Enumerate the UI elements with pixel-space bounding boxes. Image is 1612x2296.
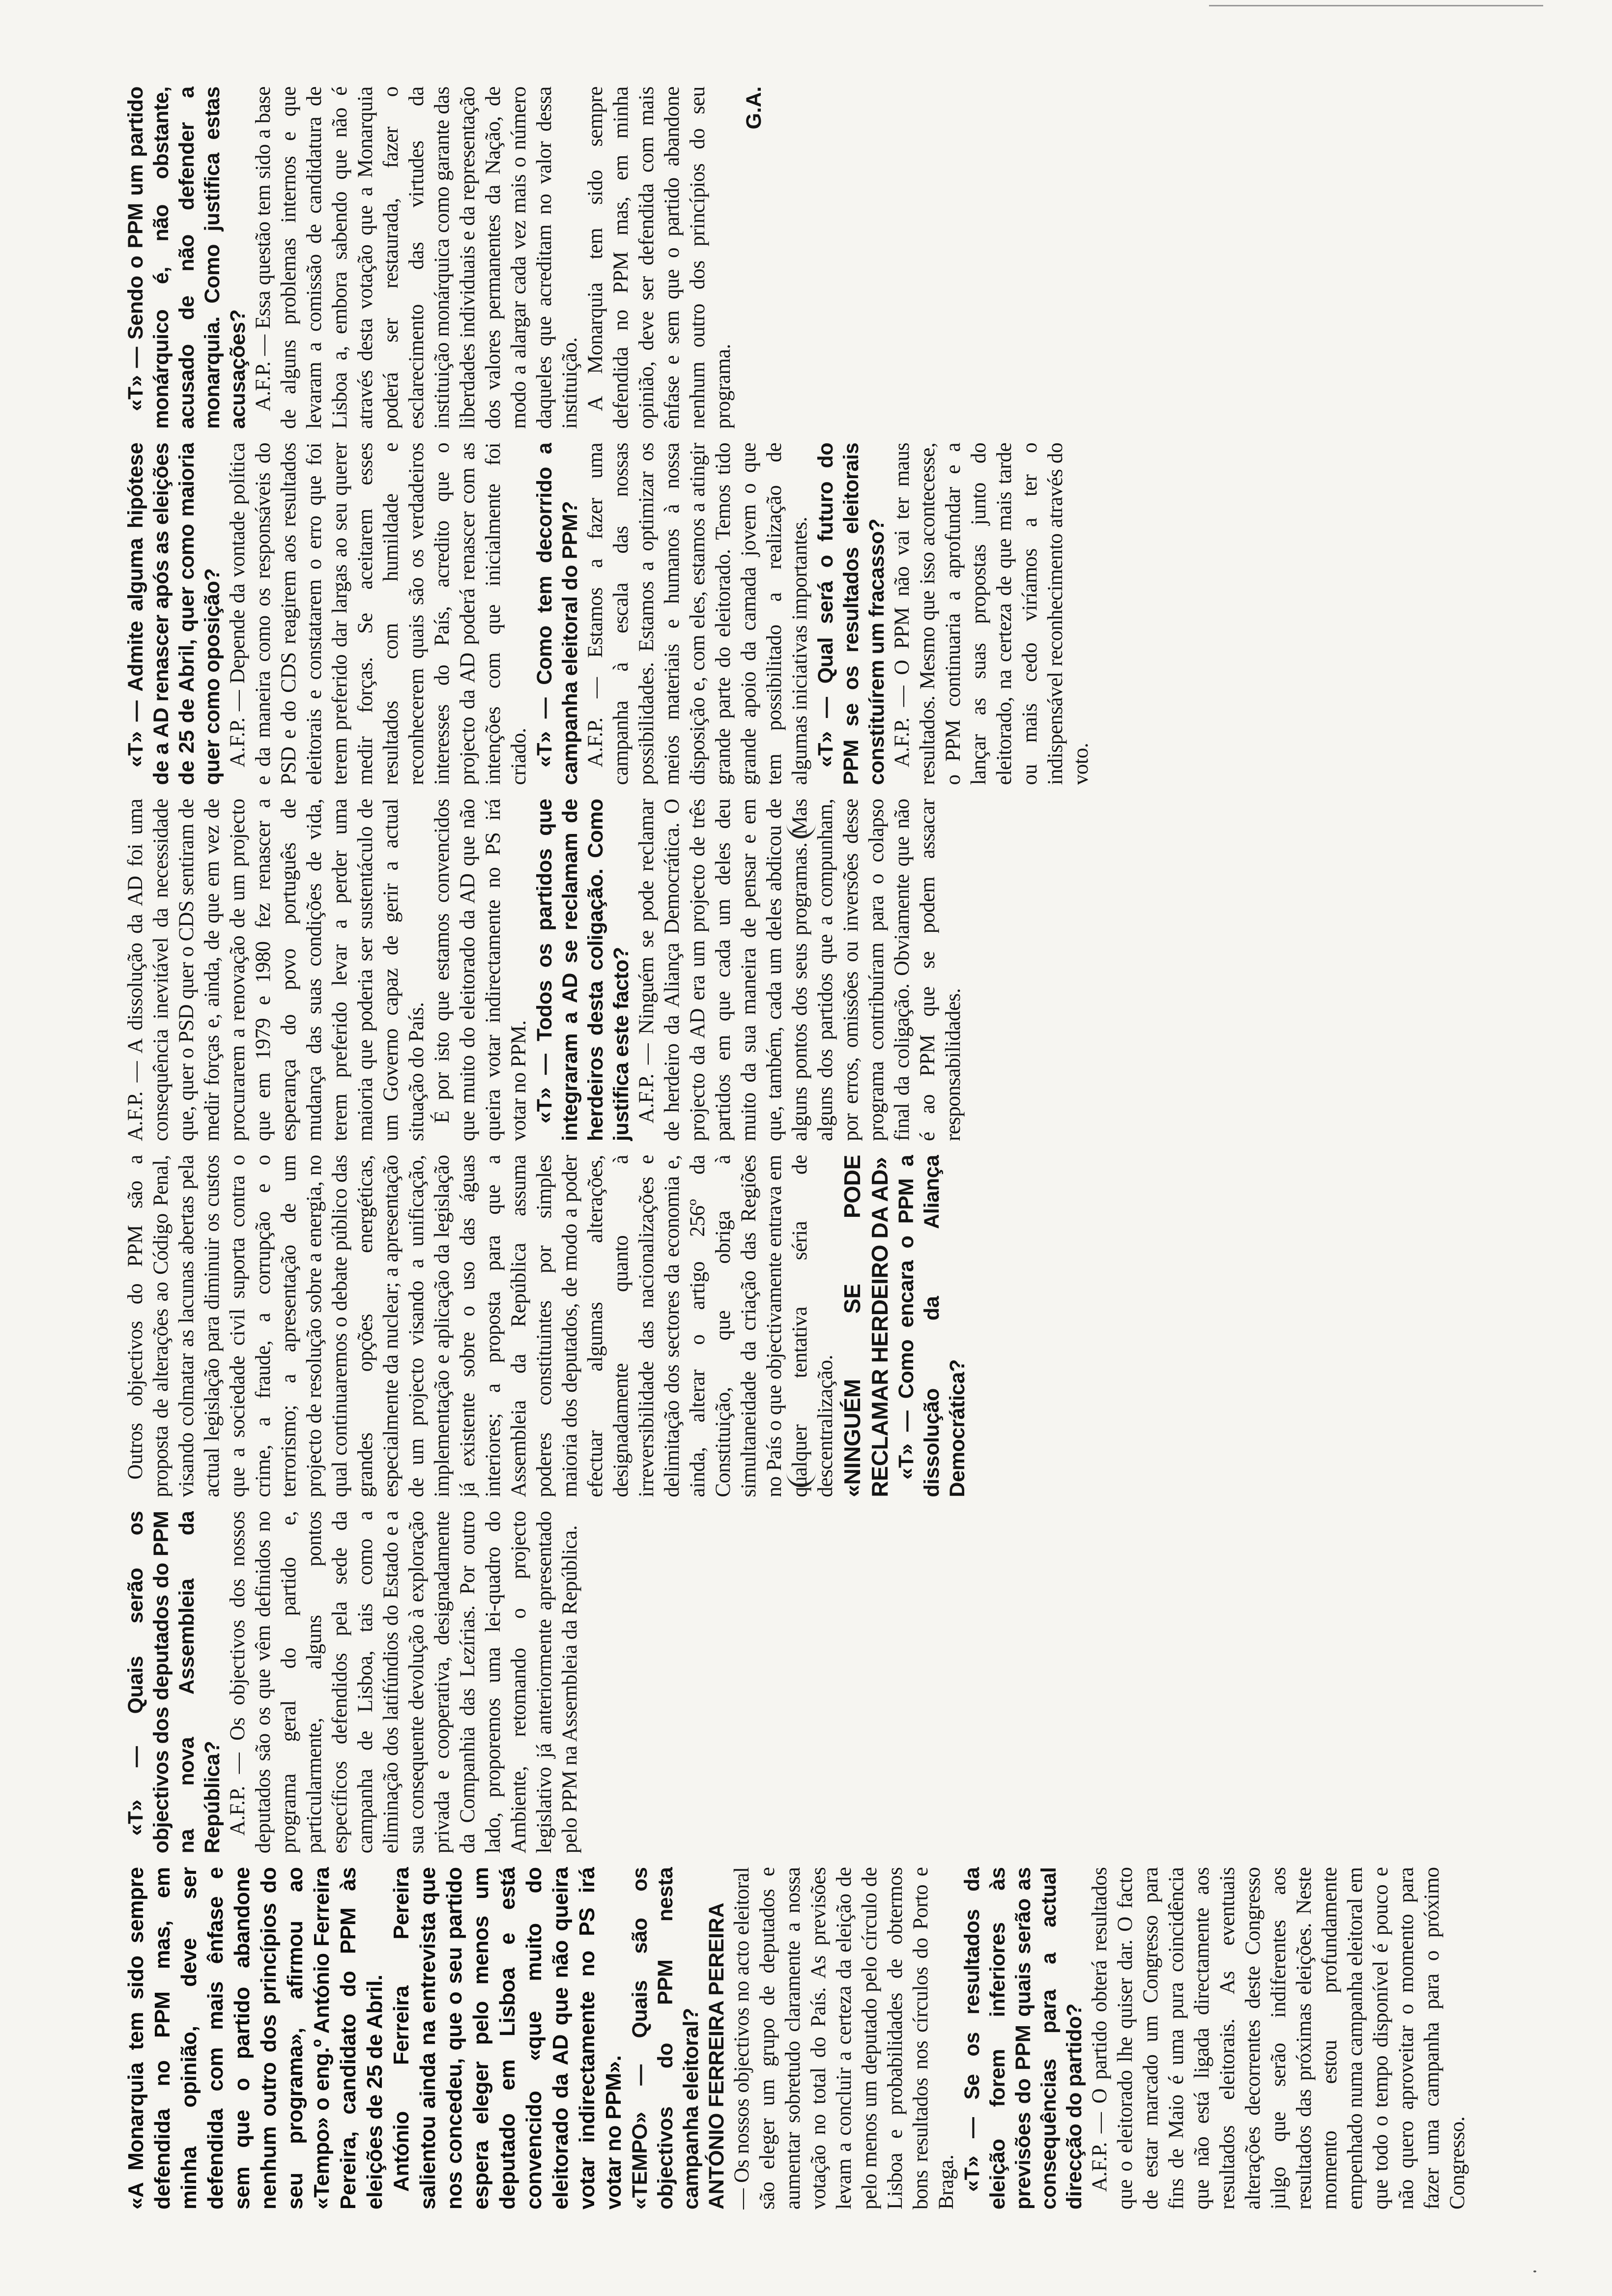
answer-4-continued: É por isto que estamos convencidos que muito do eleitorado da AD que não queira votar indirectamente no PS irá votar no PPM. bbox=[431, 799, 530, 1141]
lead-paragraph: «A Monarquia tem sido sempre defendida no PPM mas, em minha opinião, deve ser defendida com mais ênfase e sem que o partido abandone nenhum outro dos princípios do seu programa», afirmou ao «Tempo» o eng.º António Ferreira Pereira, candidato do PPM às eleições de 25 de Abril. bbox=[124, 1867, 387, 2210]
punch-hole-mark-2 bbox=[786, 1455, 816, 1487]
question-2: «T» — Se os resultados da eleição forem inferiores às previsões do PPM quais serão as consequências para a actual direcção do partido? bbox=[960, 1867, 1086, 2210]
answer-1: — Os nossos objectivos no acto eleitoral são eleger um grupo de deputados e aumentar sobretudo claramente a nossa votação no total do País. As previsões levam a concluir a certeza da eleição de pelo menos um deputado pelo círculo de Lisboa e probabilidades de obtermos bons resultados nos círculos do Porto e Braga. bbox=[730, 1867, 958, 2210]
question-1: «TEMPO» — Quais são os objectivos do PPM nesta campanha eleitoral? bbox=[628, 1867, 703, 2210]
question-3: «T» — Quais serão os objectivos dos deputados do PPM na nova Assembleia da República? bbox=[124, 1511, 224, 1854]
answer-6: A.F.P. — Depende da vontade política e da maneira como os responsáveis do PSD e do CDS reagirem aos resultados eleitorais e constatarem o erro que foi terem preferido dar largas ao seu querer medir forças. Se aceitarem esses resultados com humildade e reconhecerem quais são os verdadeiros interesses do País, acredito que o projecto da AD poderá renascer com as intenções com que inicialmente foi criado. bbox=[226, 442, 530, 785]
column-5 bbox=[123, 443, 1499, 785]
author-signature: G.A. bbox=[742, 86, 766, 130]
answer-3-continued: Outros objectivos do PPM são a proposta de alterações ao Código Penal, visando colmatar as lacunas abertas pela actual legislação para diminuir os custos que a sociedade civil suporta contra o crime, a fraude, a corrupção e o terrorismo; a apresentação de um projecto de resolução sobre a energia, no qual continuaremos o debate público das grandes opções energéticas, especialmente da nuclear; a apresentação de um projecto visando a unificação, implementação e aplicação da legislação já existente sobre o uso das águas interiores; a proposta para que a Assembleia da República assuma poderes constituintes por simples maioria dos deputados, de modo a poder efectuar algumas alterações, designadamente quanto à irreversibilidade das nacionalizações e delimitação dos sectores da economia e, ainda, alterar o artigo 256º da Constituição, que obriga à simultaneidade da criação das Regiões no País o que objectivamente entrava em qualquer tentativa séria de descentralização. bbox=[124, 1155, 837, 1497]
answer-2: A.F.P. — O partido obterá resultados que o eleitorado lhe quiser dar. O facto de estar marcado um Congresso para fins de Maio é uma pura coincidência que não está ligada directamente aos resultados eleitorais. As eventuais alterações decorrentes deste Congresso julgo que serão indiferentes aos resultados das próximas eleições. Neste momento estou profundamente empenhado numa campanha eleitoral em que todo o tempo disponível é pouco e não quero aproveitar o momento para fazer uma campanha para o próximo Congresso. bbox=[1088, 1867, 1469, 2210]
question-6: «T» — Admite alguma hipótese de a AD renascer após as eleições de 25 de Abril, quer como maioria quer como oposição? bbox=[124, 442, 224, 785]
answer-9: A.F.P. — Essa questão tem sido a base de alguns problemas internos e que levaram a comissão de candidatura de Lisboa a, embora sabendo que não é através desta votação que a Monarquia poderá ser restaurada, fazer o esclarecimento das virtudes da instituição monárquica como garante das liberdades individuais e da representação dos valores permanentes da Nação, de modo a alargar cada vez mais o número daqueles que acreditam no valor dessa instituição. bbox=[252, 86, 581, 429]
top-edge-line bbox=[1209, 5, 1543, 6]
answer-5: A.F.P. — Ninguém se pode reclamar de herdeiro da Aliança Democrática. O projecto da AD era um projecto de três partidos em que cada um deles deu muito da sua maneira de pensar e em que, também, cada um deles abdicou de alguns pontos dos seus programas. Mas alguns dos partidos que a compunham, por erros, omissões ou inversões desse programa contribuíram para o colapso final da coligação. Obviamente que não é ao PPM que se podem assacar responsabilidades. bbox=[635, 799, 965, 1141]
lead-paragraph-2: António Ferreira Pereira salientou ainda na entrevista que nos concedeu, que o seu partido espera eleger pelo menos um deputado em Lisboa e está convencido «que muito do eleitorado da AD que não queira votar indirectamente no PS irá votar no PPM». bbox=[389, 1867, 626, 2210]
answer-9-continued: A Monarquia tem sido sempre defendida no PPM mas, em minha opinião, deve ser defendida com mais ênfase e sem que o partido abandone nenhum outro dos princípios do seu programa. bbox=[584, 86, 735, 429]
column-2 bbox=[123, 1511, 1499, 1854]
column-1 bbox=[123, 1867, 1499, 2210]
answer-1-speaker: ANTÓNIO FERREIRA PEREIRA bbox=[705, 1902, 728, 2210]
column-6 bbox=[123, 86, 1499, 429]
rotated-article-sheet bbox=[93, 67, 1519, 2229]
question-4: «T» — Como encara o PPM a dissolução da Aliança Democrática? bbox=[894, 1155, 969, 1497]
answer-8: A.F.P. — O PPM não vai ter maus resultados. Mesmo que isso acontecesse, o PPM continuaria a aprofundar e a lançar as suas propostas junto do eleitorado, na certeza de que mais tarde ou mais cedo viríamos a ter o indispensável reconhecimento através do voto. bbox=[891, 442, 1093, 785]
column-4 bbox=[123, 799, 1499, 1141]
punch-hole-mark-1 bbox=[786, 806, 816, 838]
question-7: «T» — Como tem decorrido a campanha eleitoral do PPM? bbox=[533, 442, 582, 785]
question-8: «T» — Qual será o futuro do PPM se os resultados eleitorais constituírem um fracasso? bbox=[814, 442, 889, 785]
answer-4: A.F.P. — A dissolução da AD foi uma consequência inevitável da necessidade que, quer o PSD quer o CDS sentiram de medir forças e, ainda, de que em vez de procurarem a renovação de um projecto que em 1979 e 1980 fez renascer a esperança do povo português de mudança das suas condições de vida, terem preferido levar a perder uma maioria que poderia ser sustentáculo de um Governo capaz de gerir a actual situação do País. bbox=[124, 799, 428, 1141]
article-columns bbox=[123, 86, 1499, 2210]
question-5: «T» — Todos os partidos que integraram a AD se reclamam de herdeiros desta coligação. Como justifica este facto? bbox=[533, 799, 633, 1141]
column-3 bbox=[123, 1155, 1499, 1497]
answer-7: A.F.P. — Estamos a fazer uma campanha à escala das nossas possibilidades. Estamos a optimizar os meios materiais e humanos à nossa disposição e, com eles, estamos a atingir grande parte do eleitorado. Temos tido grande apoio da camada jovem o que tem possibilitado a realização de algumas iniciativas importantes. bbox=[584, 442, 811, 785]
question-9: «T» — Sendo o PPM um partido monárquico é, não obstante, acusado de não defender a monarquia. Como justifica estas acusações? bbox=[124, 86, 250, 429]
subheading: «NINGUÉM SE PODE RECLAMAR HERDEIRO DA AD» bbox=[839, 1155, 892, 1497]
answer-3: A.F.P. — Os objectivos dos nossos deputados são os que vêm definidos no programa geral do partido e, particularmente, alguns pontos específicos defendidos pela sede da campanha de Lisboa, tais como a eliminação dos latifúndios do Estado e a sua consequente devolução à exploração privada e cooperativa, designadamente da Companhia das Lezírias. Por outro lado, proporemos uma lei-quadro do Ambiente, retomando o projecto legislativo já anteriormente apresentado pelo PPM na Assembleia da República. bbox=[226, 1511, 581, 1854]
scan-speck bbox=[1533, 2270, 1536, 2272]
